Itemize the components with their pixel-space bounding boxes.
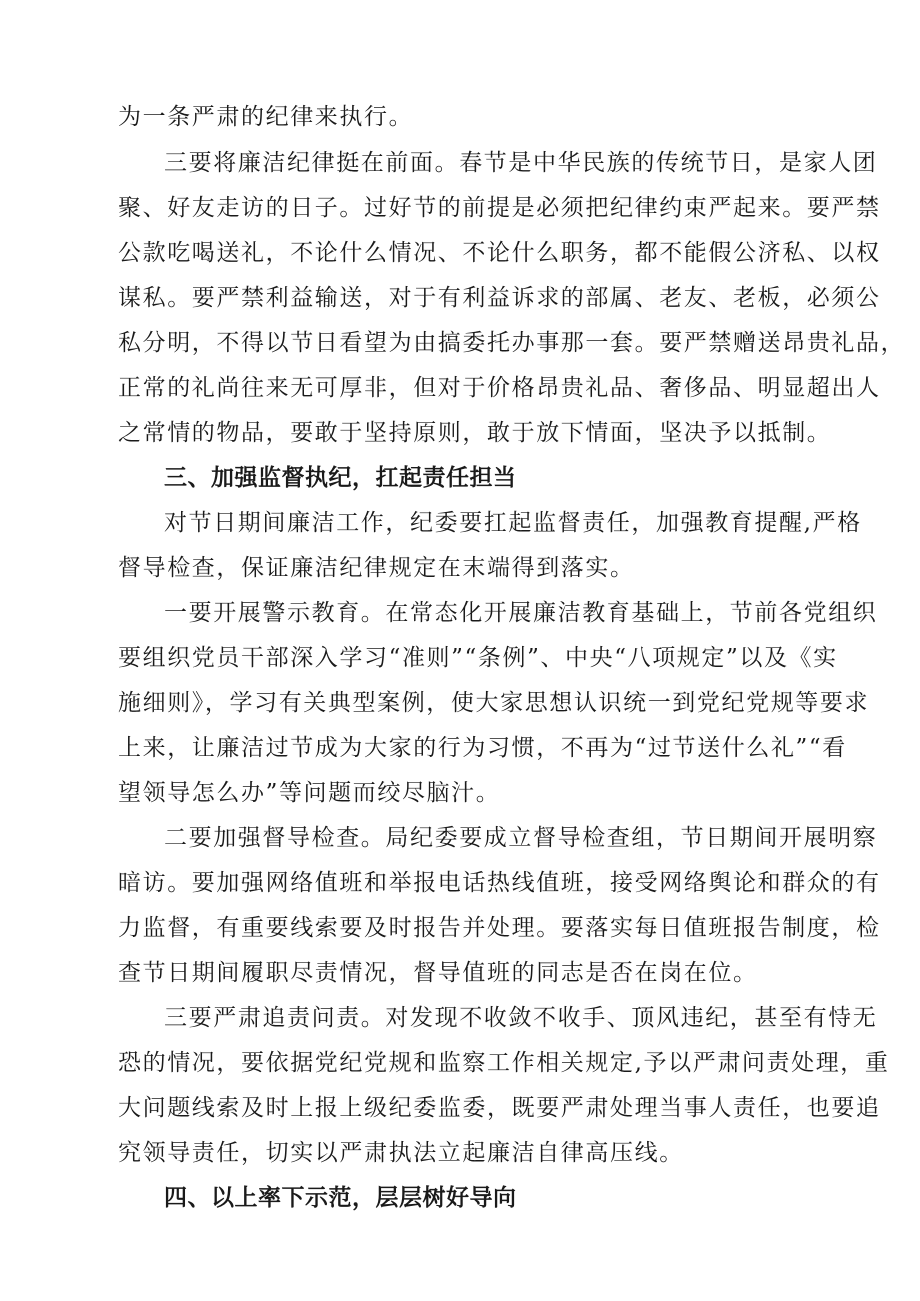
- paragraph-line: 对节日期间廉洁工作，纪委要扛起监督责任，加强教育提醒,严格: [164, 510, 862, 536]
- paragraph-line: 公款吃喝送礼，不论什么情况、不论什么职务，都不能假公济私、以权: [118, 240, 881, 266]
- paragraph-line: 施细则》，学习有关典型案例，使大家思想认识统一到党纪党规等要求: [118, 690, 870, 716]
- paragraph-line: 暗访。要加强网络值班和举报电话热线值班，接受网络舆论和群众的有: [118, 870, 881, 896]
- paragraph-line: 谋私。要严禁利益输送，对于有利益诉求的部属、老友、老板，必须公: [118, 285, 881, 311]
- paragraph-line: 聚、好友走访的日子。过好节的前提是必须把纪律约束严起来。要严禁: [118, 195, 881, 221]
- section-heading-4: 四、以上率下示范，层层树好导向: [164, 1185, 517, 1211]
- paragraph-line: 之常情的物品，要敢于坚持原则，敢于放下情面，坚决予以抵制。: [118, 420, 832, 446]
- paragraph-line: 三要严肃追责问责。对发现不收敛不收手、顶风违纪，甚至有恃无: [164, 1005, 878, 1031]
- section-heading-3: 三、加强监督执纪，扛起责任担当: [164, 465, 517, 491]
- paragraph-line: 二要加强督导检查。局纪委要成立督导检查组，节日期间开展明察: [164, 825, 878, 851]
- paragraph-line: 要组织党员干部深入学习“准则”“条例”、中央“八项规定”以及《实: [118, 645, 838, 671]
- paragraph-line: 究领导责任，切实以严肃执法立起廉洁自律高压线。: [118, 1140, 684, 1166]
- paragraph-line: 正常的礼尚往来无可厚非，但对于价格昂贵礼品、奢侈品、明显超出人: [118, 375, 881, 401]
- paragraph-line: 查节日期间履职尽责情况，督导值班的同志是否在岗在位。: [118, 960, 758, 986]
- paragraph-line: 力监督，有重要线索要及时报告并处理。要落实每日值班报告制度，检: [118, 915, 881, 941]
- paragraph-line: 上来，让廉洁过节成为大家的行为习惯，不再为“过节送什么礼”“看: [118, 735, 847, 761]
- paragraph-line: 三要将廉洁纪律挺在前面。春节是中华民族的传统节日，是家人团: [164, 150, 878, 176]
- paragraph-line: 私分明，不得以节日看望为由搞委托办事那一套。要严禁赠送昂贵礼品，: [118, 330, 906, 356]
- paragraph-line: 大问题线索及时上报上级纪委监委，既要严肃处理当事人责任，也要追: [118, 1095, 881, 1121]
- paragraph-line: 一要开展警示教育。在常态化开展廉洁教育基础上，节前各党组织: [164, 600, 878, 626]
- paragraph-line: 为一条严肃的纪律来执行。: [118, 104, 414, 130]
- paragraph-line: 督导检查，保证廉洁纪律规定在末端得到落实。: [118, 555, 635, 581]
- paragraph-line: 望领导怎么办”等问题而绞尽脑汁。: [118, 780, 501, 806]
- paragraph-line: 恐的情况，要依据党纪党规和监察工作相关规定,予以严肃问责处理，重: [118, 1050, 890, 1076]
